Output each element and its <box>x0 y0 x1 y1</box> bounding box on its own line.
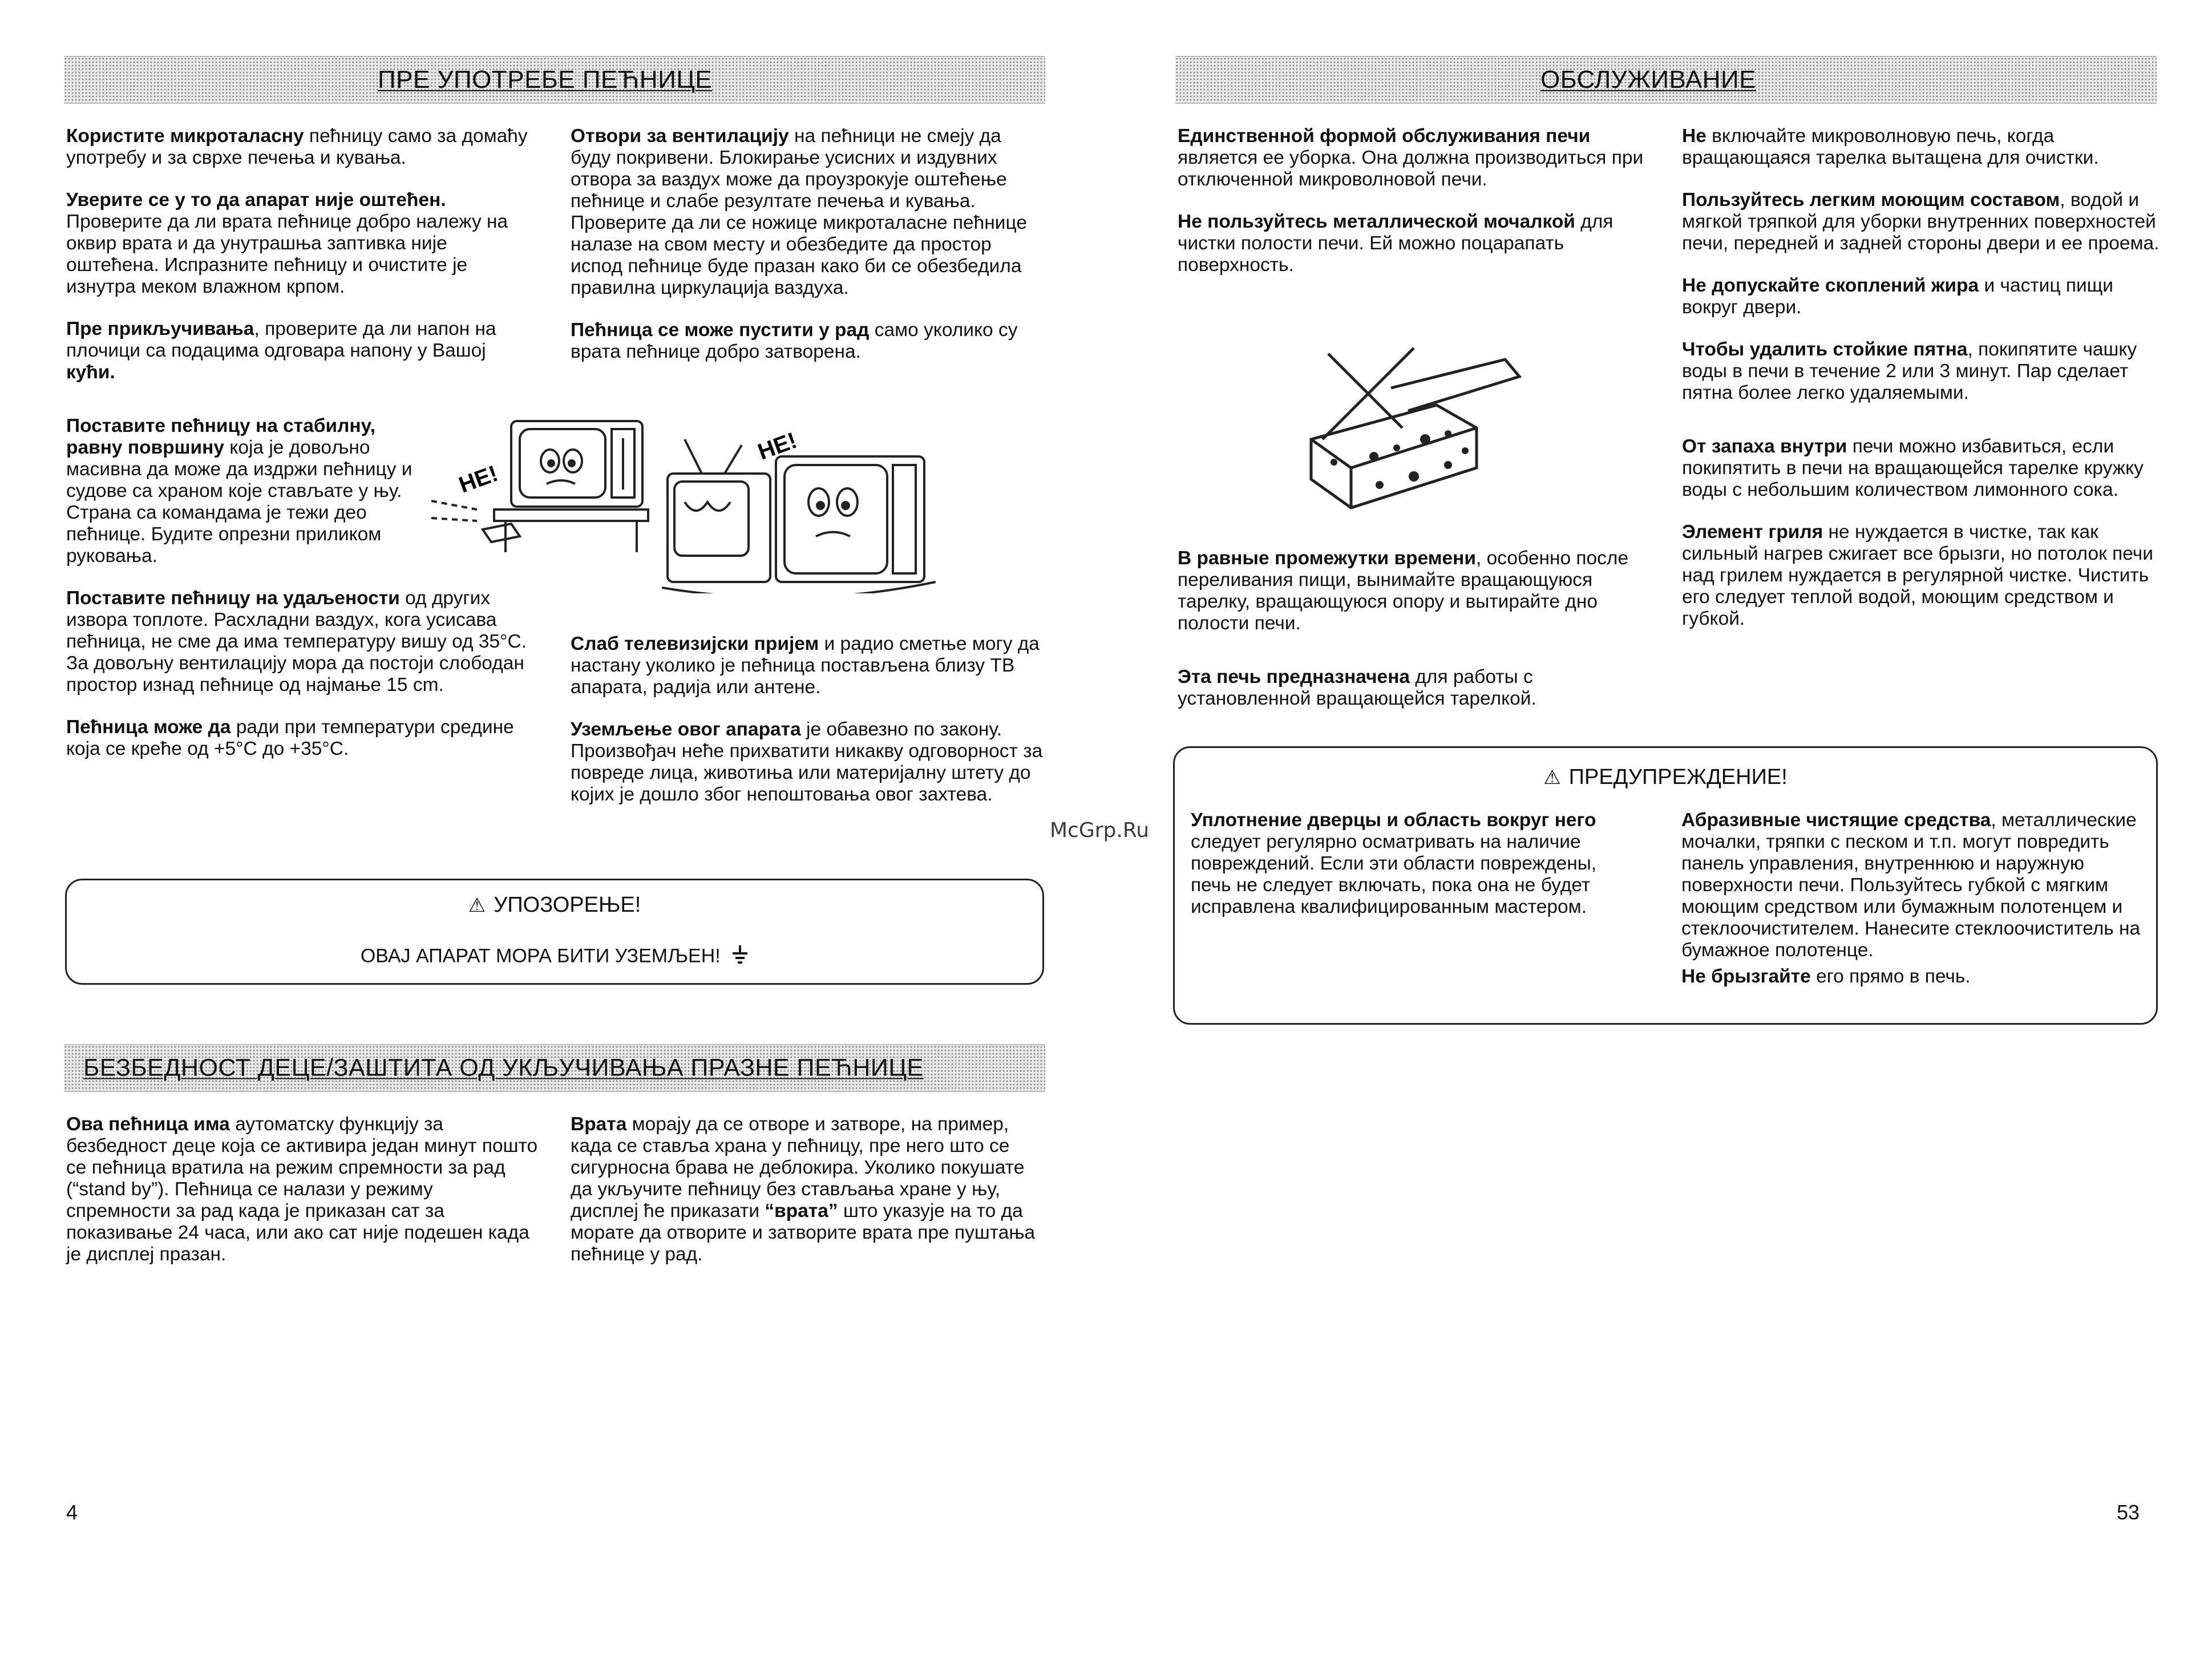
section-title-before-use: ПРЕ УПОТРЕБЕ ПЕЋНИЦЕ <box>378 66 713 94</box>
right-column-1 <box>1178 126 1657 297</box>
section-banner-child-safety <box>64 1044 1045 1092</box>
paragraph: Уземљење овог апарата је обавезно по закону. Произвођач неће прихватити никакву одговорност за повреде лица, животиња или материјалну штету до којих је дошло због непоштовања овог захтева. <box>571 719 1043 805</box>
right-page <box>1106 0 2212 1662</box>
warning-heading-ru: ⚠ ПРЕДУПРЕЖДЕНИЕ! <box>1543 765 1788 789</box>
ground-icon <box>731 944 749 970</box>
warning-column-1 <box>1191 810 1624 939</box>
paragraph: Элемент гриля не нуждается в чистке, так как сильный нагрев сжигает все брызги, но потолок печи над грилем нуждается в регулярной чистке. Чистить его следует теплой водой, моющим средством и губкой. <box>1682 521 2153 629</box>
left-column-3 <box>66 1114 540 1286</box>
paragraph: Користите микроталасну пећницу само за домаћу употребу и за сврхе печења и кувања. <box>66 126 528 168</box>
right-column-1-lower <box>1178 548 1657 730</box>
fig-label: HE! <box>754 427 800 465</box>
warning-heading: ⚠ УПОЗОРЕЊЕ! <box>468 893 641 917</box>
scourer-figure <box>1288 342 1528 513</box>
no-metal-scourer-illustration <box>1288 342 1528 513</box>
paragraph: Не включайте микроволновую печь, когда вращающаяся тарелка вытащена для очистки. <box>1682 126 2099 168</box>
section-title-maintenance: ОБСЛУЖИВАНИЕ <box>1540 66 1756 94</box>
warning-icon: ⚠ <box>1543 767 1561 788</box>
paragraph: Врата морају да се отворе и затворе, на пример, када се ставља храна у пећницу, пре него што се сигурносна брава не деблокира. Уколико покушате да укључите пећницу без стављања хране у њу, дисплеј ће приказати “врата” што указује на то да морате да отворите и затворите врата пре пуштања пећнице у рад. <box>571 1114 1036 1265</box>
page-number-left: 4 <box>66 1501 78 1524</box>
tv-and-oven-illustration <box>662 422 936 593</box>
paragraph: Поставите пећницу на удаљености од других извора топлоте. Расхладни ваздух, кога усисава пећница, не сме да има температуру вишу од 35°C. За довољну вентилацију мора да постоји слободан простор изнад пећнице од најмање 15 cm. <box>66 588 527 695</box>
paragraph: Не допускайте скоплений жира и частиц пищи вокруг двери. <box>1682 275 2113 318</box>
watermark: McGrp.Ru <box>1050 819 1150 842</box>
warning-icon: ⚠ <box>468 895 486 916</box>
paragraph: Ова пећница има аутоматску функцију за безбедност деце која се активира један минут пошто се пећница вратила на режим спремности за рад (“stand by”). Пећница се налази у режиму спремности за рад када је приказан сат за показивање 24 часа, или ако сат није подешен када је дисплеј празан. <box>66 1114 538 1265</box>
paragraph: Не брызгайте его прямо в печь. <box>1681 966 1971 987</box>
left-column-2-lower <box>571 633 1044 826</box>
warning-box-ru <box>1173 746 2158 1025</box>
paragraph: Абразивные чистящие средства, металлические мочалки, тряпки с песком и т.п. могут повредить панель управления, внутреннюю и наружную поверхности печи. Пользуйтесь губкой с мягким моющим средством или бумажным полотенцем и стеклоочистителем. Нанесите стеклоочиститель на бумажное полотенце. <box>1681 810 2141 961</box>
fig-label: HE! <box>455 460 502 498</box>
paragraph: Уплотнение дверцы и область вокруг него следует регулярно осматривать на наличие повреждений. Если эти области повреждены, печь не следует включать, пока она не будет исправлена квалифицированным мастером. <box>1191 810 1597 917</box>
paragraph: Чтобы удалить стойкие пятна, покипятите чашку воды в печи в течение 2 или 3 минут. Пар сделает пятна более легко удаляемыми. <box>1682 339 2137 403</box>
tv-oven-figure <box>662 422 936 593</box>
oven-stand-figure <box>420 410 660 561</box>
paragraph: Не пользуйтесь металлической мочалкой для чистки полости печи. Ей можно поцарапать поверхность. <box>1178 211 1613 276</box>
warning-column-2 <box>1681 810 2144 1008</box>
section-banner-before-use <box>64 56 1045 104</box>
paragraph: Эта печь предназначена для работы с установленной вращающейся тарелкой. <box>1178 666 1536 709</box>
section-banner-maintenance <box>1175 56 2157 104</box>
paragraph: В равные промежутки времени, особенно после переливания пищи, вынимайте вращающуюся тарелку, вращающуюся опору и вытирайте дно полости печи. <box>1178 548 1629 634</box>
right-column-2 <box>1682 126 2161 650</box>
section-title-child-safety: БЕЗБЕДНОСТ ДЕЦЕ/ЗАШТИТА ОД УКЉУЧИВАЊА ПРАЗНЕ ПЕЋНИЦЕ <box>83 1054 924 1082</box>
left-column-1 <box>66 126 540 781</box>
paragraph: Единственной формой обслуживания печи является ее уборка. Она должна производиться при отключенной микроволновой печи. <box>1178 126 1644 190</box>
paragraph: HE! Поставите пећницу на стабилну, равну површину која је довољно масивна да може да издржи пећницу и судове са храном које стављате у њу. Страна са командама је тежи део пећнице. Будите опрезни приликом руковања. <box>66 415 540 567</box>
paragraph: Слаб телевизијски пријем и радио сметње могу да настану уколико је пећница постављена близу ТВ апарата, радија или антене. <box>571 633 1040 698</box>
oven-on-stand-illustration <box>420 410 660 561</box>
paragraph: Пећница се може пустити у рад само уколико су врата пећнице добро затворена. <box>571 320 1018 362</box>
paragraph: Отвори за вентилацију на пећници не смеју да буду покривени. Блокирање усисних и издувних отвора за ваздух може да проузрокује оштећење пећнице и слабе резултате печења и кувања. Проверите да ли се ножице микроталасне пећнице налазе на свом месту и обезбедите да простор испод пећнице буде празан како би се обезбедила правилна циркулација ваздуха. <box>571 126 1027 298</box>
left-column-4 <box>571 1114 1044 1286</box>
page-number-right: 53 <box>2117 1501 2140 1524</box>
paragraph: Пећница може да ради при температури средине која се креће од +5°C до +35°C. <box>66 717 514 759</box>
paragraph: От запаха внутри печи можно избавиться, если покипятить в печи на вращающейся тарелке кружку воды с небольшим количеством лимонного сока. <box>1682 436 2144 500</box>
warning-message: ОВАЈ АПАРАТ МОРА БИТИ УЗЕМЉЕН! <box>67 944 1042 970</box>
paragraph: Пользуйтесь легким моющим составом, водой и мягкой тряпкой для уборки внутренних поверхностей печи, передней и задней стороны двери и ее проема. <box>1682 189 2160 254</box>
left-column-2 <box>571 126 1044 383</box>
paragraph: Уверите се у то да апарат није оштећен. Проверите да ли врата пећнице добро належу на оквир врата и да унутрашња заптивка није оштећена. Испразните пећницу и очистите је изнутра меком влажном крпом. <box>66 189 508 297</box>
warning-box <box>65 879 1044 985</box>
paragraph: Пре прикључивања, проверите да ли напон на плочици са подацима одговара напону у Вашој кући. <box>66 318 496 383</box>
